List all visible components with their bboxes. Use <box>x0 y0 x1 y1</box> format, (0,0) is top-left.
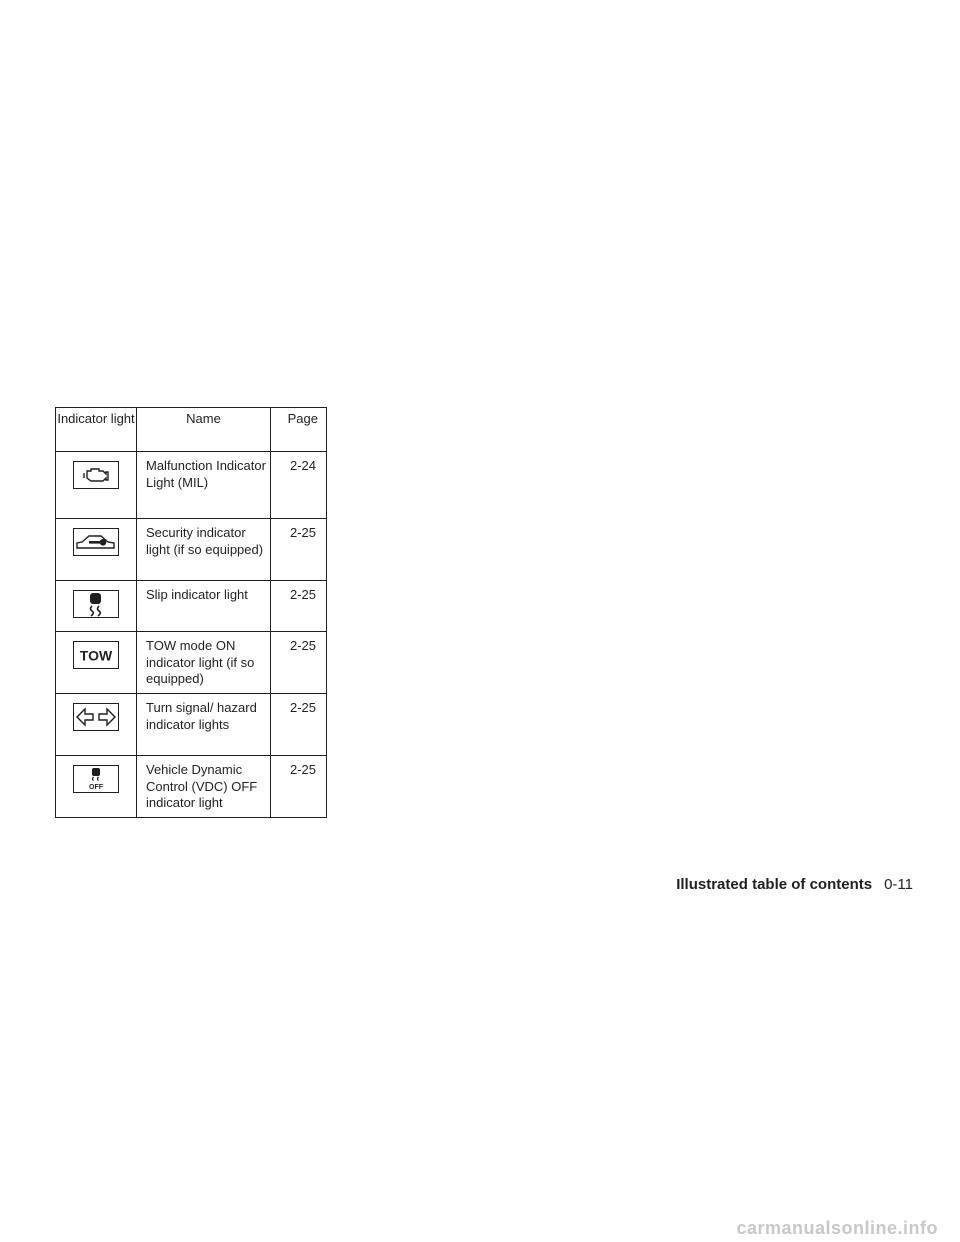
footer-section-title: Illustrated table of contents <box>676 876 873 893</box>
table-row <box>56 632 327 694</box>
table-row <box>56 452 327 519</box>
watermark: carmanualsonline.info <box>736 1218 938 1238</box>
vdc-off-icon <box>73 765 119 793</box>
indicator-page: 2-25 <box>271 519 327 581</box>
indicator-page: 2-25 <box>271 581 327 632</box>
security-car-key-icon <box>73 528 119 556</box>
indicator-page: 2-24 <box>271 452 327 519</box>
header-page: Page <box>271 408 327 452</box>
page-footer <box>676 876 913 893</box>
indicator-page: 2-25 <box>271 694 327 756</box>
skidding-car-icon <box>73 590 119 618</box>
indicator-name: Malfunction Indicator Light (MIL) <box>137 452 271 519</box>
indicator-page: 2-25 <box>271 632 327 694</box>
turn-signal-arrows-icon <box>73 703 119 731</box>
indicator-name: TOW mode ON indicator light (if so equipped) <box>137 632 271 694</box>
table-row <box>56 519 327 581</box>
header-name: Name <box>137 408 271 452</box>
table-row <box>56 756 327 818</box>
check-engine-icon <box>73 461 119 489</box>
header-indicator-light: Indicator light <box>56 408 137 452</box>
indicator-name: Security indicator light (if so equipped) <box>137 519 271 581</box>
indicator-name: Turn signal/ hazard indicator lights <box>137 694 271 756</box>
vdc-off-icon-text: OFF <box>89 784 103 791</box>
tow-icon-text: TOW <box>79 647 113 664</box>
indicator-page: 2-25 <box>271 756 327 818</box>
indicator-lights-table <box>55 407 327 818</box>
indicator-name: Vehicle Dynamic Control (VDC) OFF indicator light <box>137 756 271 818</box>
footer-page-number: 0-11 <box>884 876 913 893</box>
table-header-row <box>56 408 327 452</box>
table-row <box>56 694 327 756</box>
table-row <box>56 581 327 632</box>
tow-mode-icon <box>73 641 119 669</box>
indicator-name: Slip indicator light <box>137 581 271 632</box>
